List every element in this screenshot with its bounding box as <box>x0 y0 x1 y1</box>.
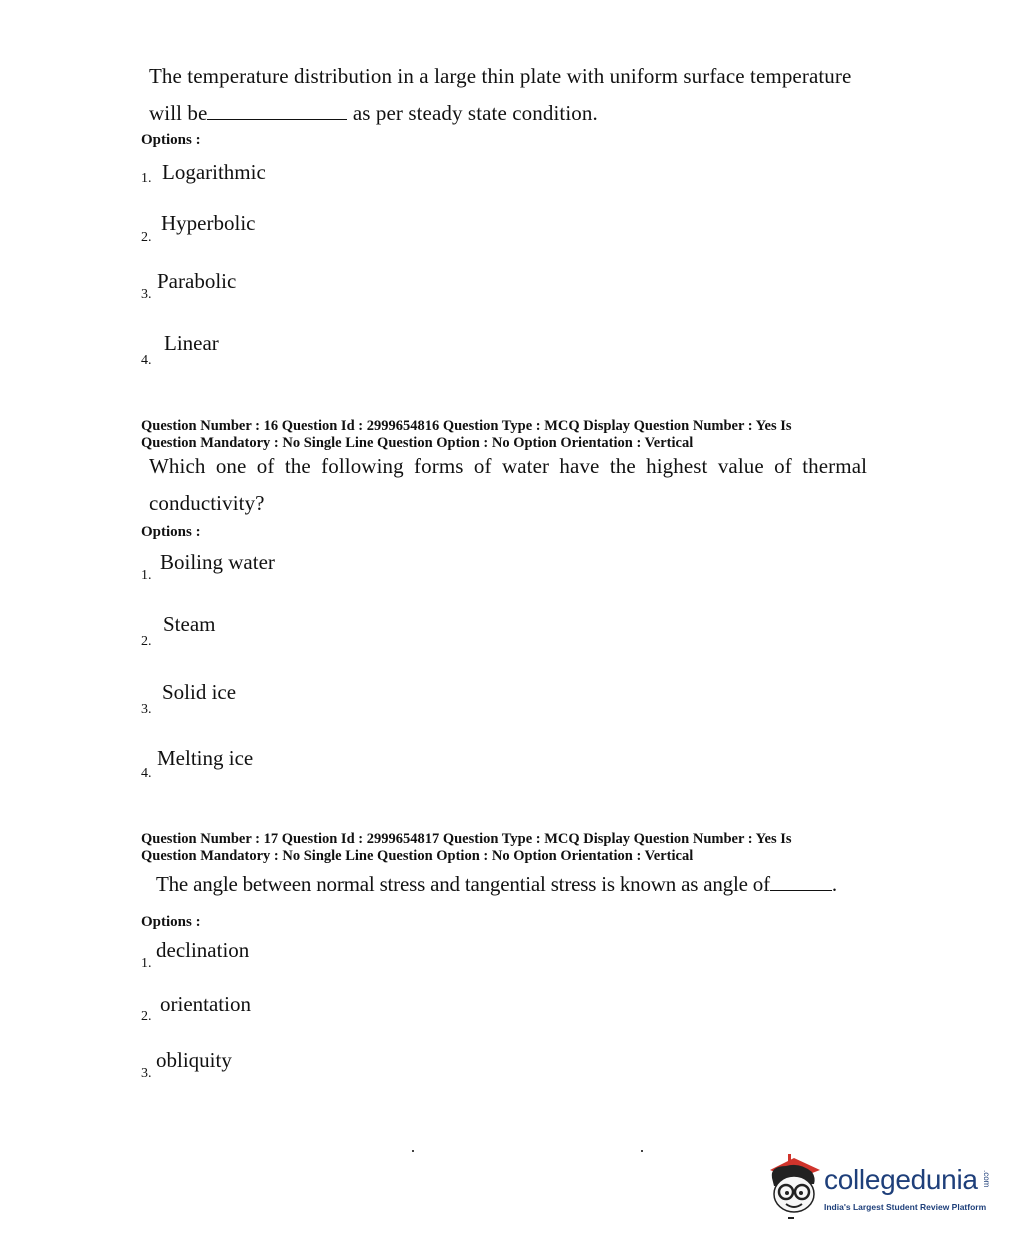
q16-option-4[interactable]: Melting ice <box>157 746 254 770</box>
q17-options-label: Options : <box>141 914 201 930</box>
q15-text-line1: The temperature distribution in a large thin plate with uniform surface temperature <box>149 64 852 88</box>
q15-answer-blank <box>207 118 347 120</box>
q17-text <box>156 872 837 897</box>
q16-options-label: Options : <box>141 524 201 540</box>
q17-answer-blank <box>770 889 832 891</box>
q17-option-1-number: 1. <box>141 956 152 971</box>
q16-meta-line1: Question Number : 16 Question Id : 2999654816 Question Type : MCQ Display Question Number : Yes Is <box>141 418 792 434</box>
q16-option-3[interactable]: Solid ice <box>162 680 237 704</box>
q15-options-label: Options : <box>141 132 201 148</box>
logo-tagline: India's Largest Student Review Platform <box>824 1202 987 1212</box>
q15-text-line2 <box>149 101 598 126</box>
q16-text-line1: Which one of the following forms of water have the highest value of thermal <box>149 454 868 478</box>
q16-option-2-number: 2. <box>141 634 152 649</box>
q16-text-line2: conductivity? <box>149 491 265 515</box>
q15-option-2-number: 2. <box>141 230 152 245</box>
scan-mark <box>412 1150 414 1152</box>
q17-option-3-number: 3. <box>141 1066 152 1081</box>
q17-option-3[interactable]: obliquity <box>156 1048 232 1072</box>
q15-option-1[interactable]: Logarithmic <box>162 160 266 184</box>
q15-option-4[interactable]: Linear <box>164 331 219 355</box>
q16-meta-line2: Question Mandatory : No Single Line Question Option : No Option Orientation : Vertical <box>141 435 694 451</box>
collegedunia-logo[interactable] <box>764 1152 994 1228</box>
q15-text-before-blank: will be <box>149 101 208 125</box>
q16-option-2[interactable]: Steam <box>163 612 216 636</box>
q15-text-after-blank: as per steady state condition. <box>352 101 598 125</box>
q16-option-3-number: 3. <box>141 702 152 717</box>
logo-domain-suffix: .com <box>982 1170 991 1188</box>
q17-option-2-number: 2. <box>141 1009 152 1024</box>
q16-option-1-number: 1. <box>141 568 152 583</box>
q16-option-4-number: 4. <box>141 766 152 781</box>
q17-meta-line1: Question Number : 17 Question Id : 2999654817 Question Type : MCQ Display Question Number : Yes Is <box>141 831 792 847</box>
q15-option-1-number: 1. <box>141 171 152 186</box>
q15-option-2[interactable]: Hyperbolic <box>161 211 256 235</box>
student-mascot-icon <box>764 1152 824 1228</box>
q17-text-before-blank: The angle between normal stress and tangential stress is known as angle of <box>156 872 770 896</box>
scan-mark <box>641 1150 643 1152</box>
q17-text-after-blank: . <box>831 872 837 896</box>
q15-option-3[interactable]: Parabolic <box>157 269 237 293</box>
q15-option-3-number: 3. <box>141 287 152 302</box>
q17-meta-line2: Question Mandatory : No Single Line Question Option : No Option Orientation : Vertical <box>141 848 694 864</box>
q16-option-1[interactable]: Boiling water <box>160 550 275 574</box>
q15-option-4-number: 4. <box>141 353 152 368</box>
logo-wordmark: collegedunia <box>824 1164 978 1195</box>
q17-option-1[interactable]: declination <box>156 938 250 962</box>
q17-option-2[interactable]: orientation <box>160 992 251 1016</box>
